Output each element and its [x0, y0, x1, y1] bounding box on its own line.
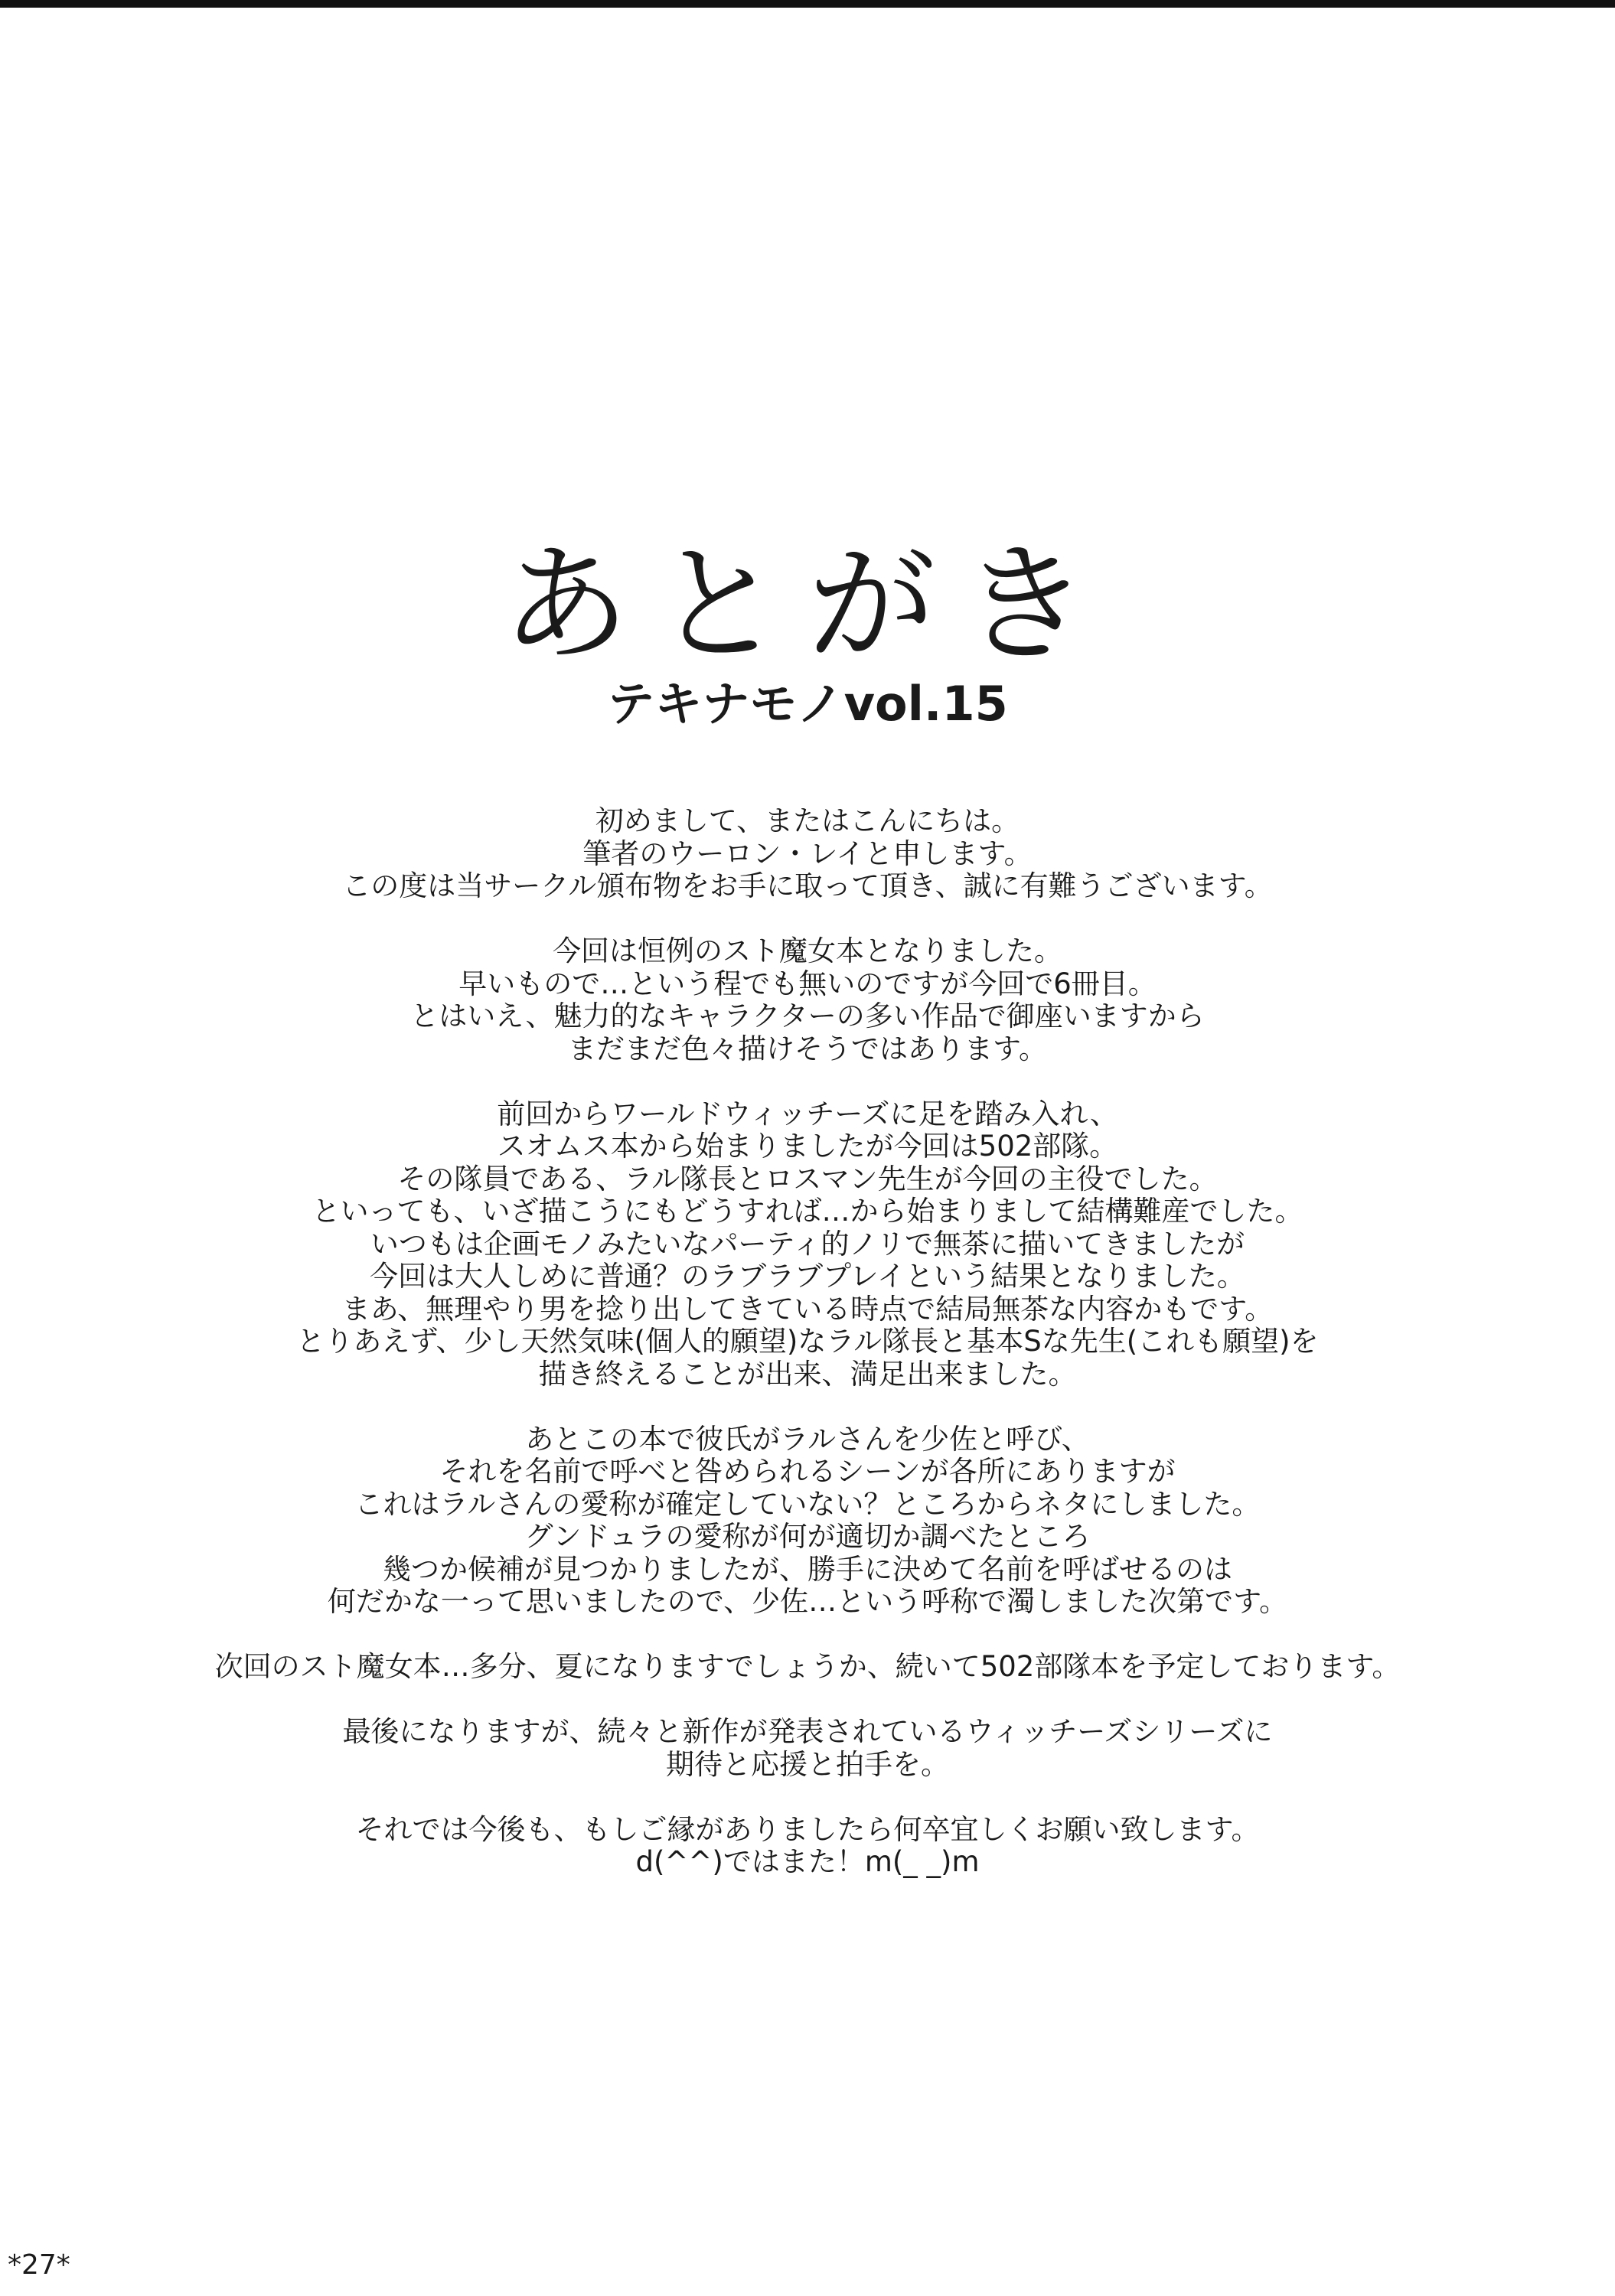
text-line: 早いもので…という程でも無いのですが今回で6冊目。	[458, 967, 1157, 1000]
paragraph-next-book	[0, 1651, 1615, 1684]
text-line: といっても、いざ描こうにもどうすれば…から始まりまして結構難産でした。	[312, 1195, 1303, 1228]
text-line: 今回は恒例のスト魔女本となりました。	[553, 934, 1062, 967]
text-line: その隊員である、ラル隊長とロスマン先生が今回の主役でした。	[397, 1162, 1218, 1195]
top-border-line	[0, 0, 1615, 8]
paragraph-greeting	[0, 805, 1615, 903]
text-line: 筆者のウーロン・レイと申します。	[582, 837, 1033, 870]
paragraph-this-volume	[0, 935, 1615, 1065]
text-line: とはいえ、魅力的なキャラクターの多い作品で御座いますから	[410, 1000, 1205, 1032]
text-line: 描き終えることが出来、満足出来ました。	[538, 1357, 1077, 1391]
text-line: グンドュラの愛称が何が適切か調べたところ	[524, 1520, 1091, 1553]
text-line: 最後になりますが、続々と新作が発表されているウィッチーズシリーズに	[342, 1715, 1273, 1748]
text-line: これはラルさんの愛称が確定していない？ところからネタにしました。	[354, 1487, 1261, 1521]
text-line: それを名前で呼べと咎められるシーンが各所にありますが	[439, 1455, 1176, 1488]
text-line: スオムス本から始まりましたが今回は502部隊。	[497, 1130, 1118, 1163]
text-line: まだまだ色々描けそうではあります。	[567, 1032, 1048, 1065]
paragraph-closing	[0, 1716, 1615, 1781]
text-line: 幾つか候補が見つかりましたが、勝手に決めて名前を呼ばせるのは	[383, 1552, 1232, 1586]
text-line: とりあえず、少し天然気味(個人的願望)なラル隊長と基本Sな先生(これも願望)を	[296, 1325, 1319, 1358]
paragraph-nickname	[0, 1424, 1615, 1619]
text-line: この度は当サークル頒布物をお手に取って頂き、誠に有難うございます。	[342, 869, 1273, 902]
afterword-body	[0, 805, 1615, 1911]
paragraph-farewell	[0, 1814, 1615, 1879]
page-title: あとがき	[501, 530, 1114, 680]
text-line: d(^^)ではまた！m(_ _)m	[635, 1845, 980, 1878]
text-line: 初めまして、またはこんにちは。	[595, 804, 1020, 837]
page-subtitle: テキナモノvol.15	[607, 676, 1008, 732]
text-line: 次回のスト魔女本…多分、夏になりますでしょうか、続いて502部隊本を予定しております。	[214, 1650, 1401, 1683]
text-line: あとこの本で彼氏がラルさんを少佐と呼び、	[525, 1422, 1090, 1456]
page-number: *27*	[8, 2249, 70, 2281]
text-line: いつもは企画モノみたいなパーティ的ノリで無茶に描いてきましたが	[370, 1227, 1245, 1261]
text-line: まあ、無理やり男を捻り出してきている時点で結局無茶な内容かもです。	[341, 1292, 1274, 1326]
paragraph-story	[0, 1098, 1615, 1391]
text-line: それでは今後も、もしご縁がありましたら何卒宜しくお願い致します。	[355, 1812, 1260, 1846]
text-line: 今回は大人しめに普通？のラブラブプレイという結果となりました。	[370, 1260, 1245, 1293]
text-line: 何だかな一って思いましたので、少佐…という呼称で濁しました次第です。	[327, 1585, 1288, 1618]
text-line: 前回からワールドウィッチーズに足を踏み入れ、	[497, 1097, 1118, 1130]
text-line: 期待と応援と拍手を。	[666, 1747, 949, 1781]
